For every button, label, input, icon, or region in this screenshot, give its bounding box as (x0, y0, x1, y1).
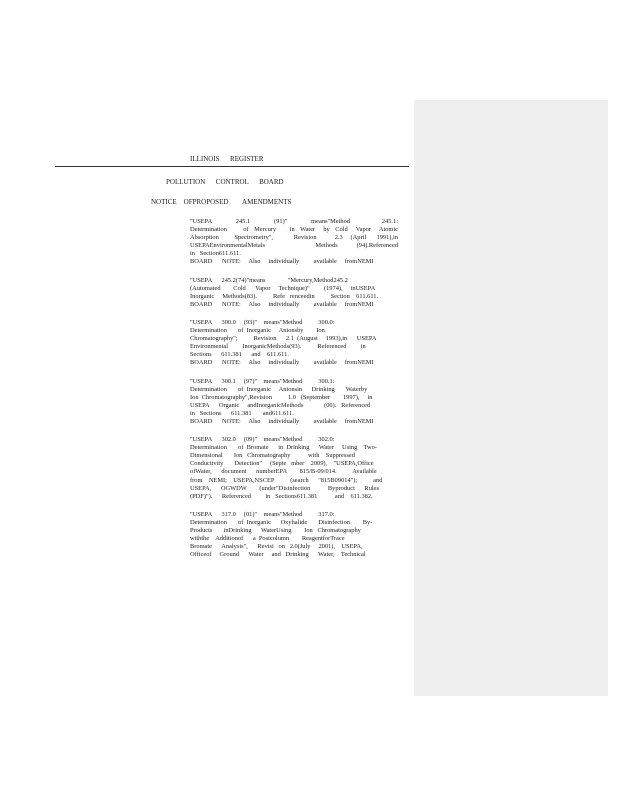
entry-line: Environmental InorganicMethods(93). Referenced in (190, 343, 366, 351)
entry-line: in Sections 611.381 and611.611. (190, 409, 294, 417)
register-title (190, 155, 264, 163)
document-body (190, 218, 398, 569)
board-title-text: POLLUTION CONTROL BOARD (166, 178, 284, 186)
register-title-text: ILLINOIS REGISTER (190, 155, 264, 163)
entry-line: "USEPA 300.1 (97)" means"Method 300.1: (190, 377, 335, 385)
entry-line: in Section611.611. (190, 250, 241, 258)
board-title (166, 178, 284, 186)
entry-line: Absorption Spectrometry", Revision 2.3 (April 1991),in (190, 234, 398, 242)
entry-line: (Automated Cold Vapor Technique)" (1974), inUSEPA (190, 284, 376, 292)
board-note: BOARD NOTE: Also individually available fromNEMI (190, 417, 374, 425)
entry-line: (PDF)"). Referenced in Sections611.381 and 611.382. (190, 492, 373, 500)
entry-line: USEPA Organic andInorganicMethods (00). Referenced (190, 401, 371, 409)
entry-line: Dimensional Ion Chromatography with Suppressed (190, 452, 355, 460)
board-note: BOARD NOTE: Also individually available fromNEMI (190, 258, 374, 266)
entry-line: Determination of Inorganic Anionsin Drinking Waterby (190, 385, 368, 393)
entry-usepa-245-2 (190, 277, 398, 309)
entry-usepa-300-0 (190, 319, 398, 368)
entry-line: Products inDrinking WaterUsing Ion Chromatography (190, 527, 361, 534)
header-rule (55, 166, 409, 167)
entry-line: "USEPA 245.1 (91)" means"Method 245.1: (190, 218, 398, 225)
entry-line: USEPAEnvironmentalMetals Methods (94).Referenced (190, 242, 398, 250)
entry-line: ofWater, document numberEPA 815/B-09/014. Available (190, 468, 377, 476)
entry-line: Inorganic Methods(83). Refe renceedin Section 611.611. (190, 292, 379, 300)
entry-line: Determination of Inorganic Anionsby Ion (190, 327, 325, 335)
entry-usepa-302-0 (190, 436, 398, 501)
entry-usepa-317-0 (190, 511, 398, 560)
entry-line: withthe Additionof a Postcolumn ReagentforTrace (190, 535, 345, 543)
entry-line: "USEPA 245.2(74)"means "Mercury,Method245.2 (190, 276, 348, 284)
entry-line: from NEMI; USEPA,NSCEP (search "815B09014"); and (190, 476, 383, 484)
entry-usepa-300-1 (190, 378, 398, 427)
entry-usepa-245-1 (190, 218, 398, 267)
entry-line: "USEPA 300.0 (93)" means"Method 300.0: (190, 318, 335, 326)
entry-line: Officeof Ground Water and Drinking Water, Technical (190, 551, 366, 559)
board-note: BOARD NOTE: Also individually available fromNEMI (190, 300, 374, 308)
entry-line: Determination of Mercury in Water by Cold Vapor Atomic (190, 226, 398, 234)
entry-line: Determination of Bromate in Drinking Water Using Two- (190, 444, 377, 452)
entry-line: "USEPA 317.0 (01)" means"Method 317.0: (190, 510, 335, 518)
entry-line: Chromatography"; Revision 2.1 (August 1993),in USEPA (190, 335, 377, 343)
notice-title-text: NOTICE OFPROPOSED AMENDMENTS (151, 198, 292, 206)
entry-line: USEPA, OGWDW (under"Disinfection Byproduct Rules (190, 484, 379, 492)
entry-line: Determination of Inorganic Oxyhalide Disinfection By- (190, 518, 373, 526)
entry-line: Ion Chromatography",Revision 1.0 (September 1997), in (190, 393, 373, 401)
entry-line: Sections 611.381 and 611.611. (190, 351, 289, 359)
notice-title (151, 198, 291, 206)
entry-line: Conductivity Detection" (Septe mber 2009), "USEPA,Office (190, 460, 374, 468)
comment-margin-pane (414, 100, 608, 696)
board-note: BOARD NOTE: Also individually available fromNEMI (190, 359, 374, 367)
entry-line: Bromate Analysis", Revisi on 2.0(July 2001), USEPA, (190, 543, 363, 551)
entry-line: "USEPA 302.0 (09)" means"Method 302.0: (190, 436, 335, 444)
